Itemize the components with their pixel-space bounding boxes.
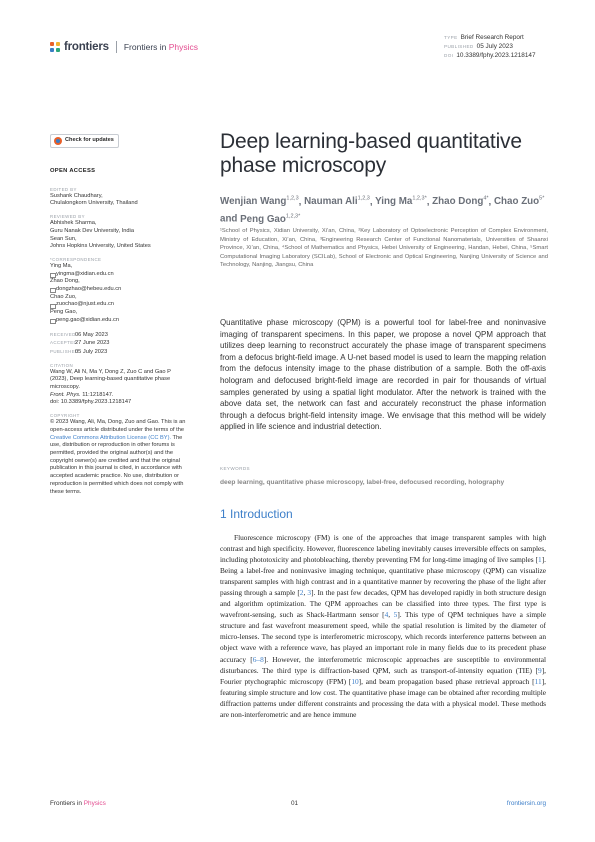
article-meta: TYPE Brief Research Report PUBLISHED 05 July 2023 DOI 10.3389/fphy.2023.1218147 [444,34,536,60]
published-date: 05 July 2023 [476,43,513,51]
accepted-date: 27 June 2023 [75,340,110,347]
citation-link[interactable]: 4 [384,610,389,620]
citation-link[interactable]: 6–8 [252,654,264,664]
article-type: Brief Research Report [460,34,524,41]
footer-site-link[interactable]: frontiersin.org [506,800,546,807]
citation-link[interactable]: 9 [538,665,542,675]
email-link[interactable]: zuochao@njust.edu.cn [50,301,186,309]
article-title: Deep learning-based quantitative phase microscopy [220,130,522,177]
editor-name: Sushank Chaudhary, [50,192,103,199]
introduction-body [220,532,546,720]
paragraph-text: ]. Being a label-free and noninvasive imaging technique, quantitative phase microscopy (QPM) can visualize transparent samples with high contrast and in a quantitative manner by recovering the phase of the light after passing through a sample [ [220,555,546,598]
reviewer-name: Abhishek Sharma, [50,220,97,227]
check-for-updates-button[interactable]: Check for updates [50,134,119,148]
paragraph-text: Fluorescence microscopy (FM) is one of the approaches that image transparent samples with high contrast and high specificity. However, fluorescence labeling inevitably causes irreversible effects on samples, including phototoxicity and photobleaching, thereby preventing FM for long-time imaging of live samples [ [220,533,546,565]
paragraph-text: ], Fourier ptychographic microscopy (FPM) [ [220,665,546,686]
reviewer-affiliation: Guru Nanak Dev University, India [50,227,134,234]
paragraph-text: , [388,610,394,620]
published-date: 05 July 2023 [75,348,108,355]
email-link[interactable]: dongzhao@hebeu.edu.cn [50,286,186,294]
corresponding-author: Peng Gao, [50,309,78,316]
page-number: 01 [291,800,299,807]
frontiers-logo-icon [50,42,61,53]
doi-link[interactable]: 10.3389/fphy.2023.1218147 [456,52,536,60]
paragraph [220,532,546,720]
corresponding-author: Ying Ma, [50,262,73,269]
citation-link[interactable]: 1 [538,555,542,565]
email-link[interactable]: yingma@xidian.edu.cn [50,271,186,279]
abstract: Quantitative phase microscopy (QPM) is a powerful tool for label-free and noninvasive imaging of transparent specimens. In this paper, we propose a novel QPM approach that utilizes deep learning to reconstruct accurately the phase image of transparent specimens from a defocus bright-field image. A U-net based model is used to learn the mapping relation from the defocus intensity image to the phase distribution of a sample. Both the off-axis hologram and defocused bright-field image are recorded in pair for thousands of virtual samples generated by using a spatial light modulator. After the network is trained with the above data set, the network can fast and accurately reconstruct the phase information through a defocus bright-field intensity image. We envisage that this method will be widely applied in life science and industrial detection. [220,318,546,432]
citation-link[interactable]: 5 [393,610,398,620]
author[interactable]: Nauman Ali$^{1,2,3}$ [304,196,370,208]
paragraph-text: , [303,588,308,598]
copyright-text: © 2023 Wang, Ali, Ma, Dong, Zuo and Gao. This is an open-access article distributed under the terms of the Creative Commons Attribution License (CC BY). The use, distribution or reproduction in other forums is permitted, provided the original author(s) and the copyright owner(s) are credited and that the original publication in this journal is cited, in accordance with accepted academic practice. No use, distribution or reproduction is permitted which does not comply with these terms. [50,419,186,495]
citation-link[interactable]: 11 [534,676,542,686]
copyright-heading: COPYRIGHT [50,413,80,419]
crossmark-icon [54,137,62,145]
correspondence-heading: *CORRESPONDENCE [50,256,102,262]
reviewer-affiliation: Johns Hopkins University, United States [50,243,151,250]
reviewer-name: Sean Sun, [50,235,77,242]
edited-by-heading: EDITED BY [50,186,77,192]
author-list: Wenjian Wang$^{1,2,3}$, Nauman Ali$^{1,2,3}$, Ying $Ma^{1,2,3*}$, Zhao Dong$^{4*}$, Chao Zuo$^{5*}$ and Peng Gao$^{1,2,3*}$ [220,196,545,225]
citation-link[interactable]: 10 [351,676,359,686]
keywords-heading: KEYWORDS [220,466,250,471]
email-link[interactable]: peng.gao@xidian.edu.cn [50,317,186,325]
paragraph-text: ]. This type of QPM techniques have a simple structure and fast wavefront measurement speed, while the spatial resolution is limited by the diameter of micro-lenses. The second type is interferometric microscopy, which records interference patterns between an object wave with a reference wave, has played an important role in many fields due to its precedent phase accuracy [ [220,610,546,664]
footer-journal: Frontiers in Physics [50,800,106,807]
paragraph-text: ], featuring simple structure and low cost. The quantitative phase image can be obtained after recording multiple diffraction patterns under different constraints and processing the data with a physical model. These methods are non-interferometric and are hence immune [220,676,546,719]
received-date: 06 May 2023 [75,331,108,338]
paragraph-text: ]. However, the interferometric microscopic approaches are susceptible to environmental disturbances. The third type is diffraction-based QPM, such as transport-of-intensity equation (TIE) [ [220,654,546,675]
brand-name: frontiers [64,41,109,53]
keywords: deep learning, quantitative phase microscopy, label-free, defocused recording, holography [220,479,505,486]
corresponding-author: Zhao Dong, [50,278,80,285]
reviewed-by-heading: REVIEWED BY [50,214,85,220]
paragraph-text: ]. In the past few decades, QPM has developed rapidly in both structure design and algorithm optimization. The QPM approaches can be classified into three types. The first type is wavefront-sensing, such as Shack-Hartmann sensor [ [220,588,546,620]
journal-name: Frontiers in Physics [123,42,199,52]
citation-link[interactable]: 2 [299,588,304,598]
author[interactable]: Zhao Dong$^{4*}$ [432,196,489,208]
citation-text: Wang W, Ali N, Ma Y, Dong Z, Zuo C and Gao P (2023), Deep learning-based quantitative phase microscopy. Front. Phys. 11:1218147. doi: 10.3389/fphy.2023.1218147 [50,368,171,406]
author[interactable]: Wenjian Wang$^{1,2,3}$ [220,196,299,208]
citation-heading: CITATION [50,362,74,368]
paragraph-text: ], and beam propagation based phase retrieval approach [ [358,676,535,686]
author[interactable]: Chao Zuo$^{5*}$ [493,196,545,208]
frontiers-logo[interactable] [50,40,198,54]
author[interactable]: Ying $Ma^{1,2,3*}$ [375,196,427,208]
open-access-label: OPEN ACCESS [50,168,96,174]
affiliations: ¹School of Physics, Xidian University, Xi’an, China, ²Key Laboratory of Optoelectronic Perception of Complex Environment, Ministry of Education, Xi’an, China, ³Engineering Research Center of Functional Nanomaterials, Universities of Shaanxi Province, Xi’an, China, ⁴School of Mathematics and Physics, Hebei University of Engineering, Handan, Hebei, China, ⁵Smart Computational Imaging Laboratory (SCILab), School of Electronic and Optical Engineering, Nanjing University of Science and Technology, Nanjing, Jiangsu, China [220,228,548,269]
sidebar [50,134,186,496]
article-dates: RECEIVED06 May 2023 ACCEPTED27 June 2023 PUBLISHED05 July 2023 [50,331,110,355]
logo-divider [116,41,117,53]
author[interactable]: Peng Gao$^{1,2,3*}$ [240,213,301,225]
cc-license-link[interactable]: Creative Commons Attribution License (CC BY). [50,434,172,441]
citation-link[interactable]: 3 [307,588,312,598]
section-heading: 1 Introduction [220,507,293,521]
corresponding-author: Chao Zuo, [50,293,77,300]
editor-affiliation: Chulalongkorn University, Thailand [50,200,138,207]
